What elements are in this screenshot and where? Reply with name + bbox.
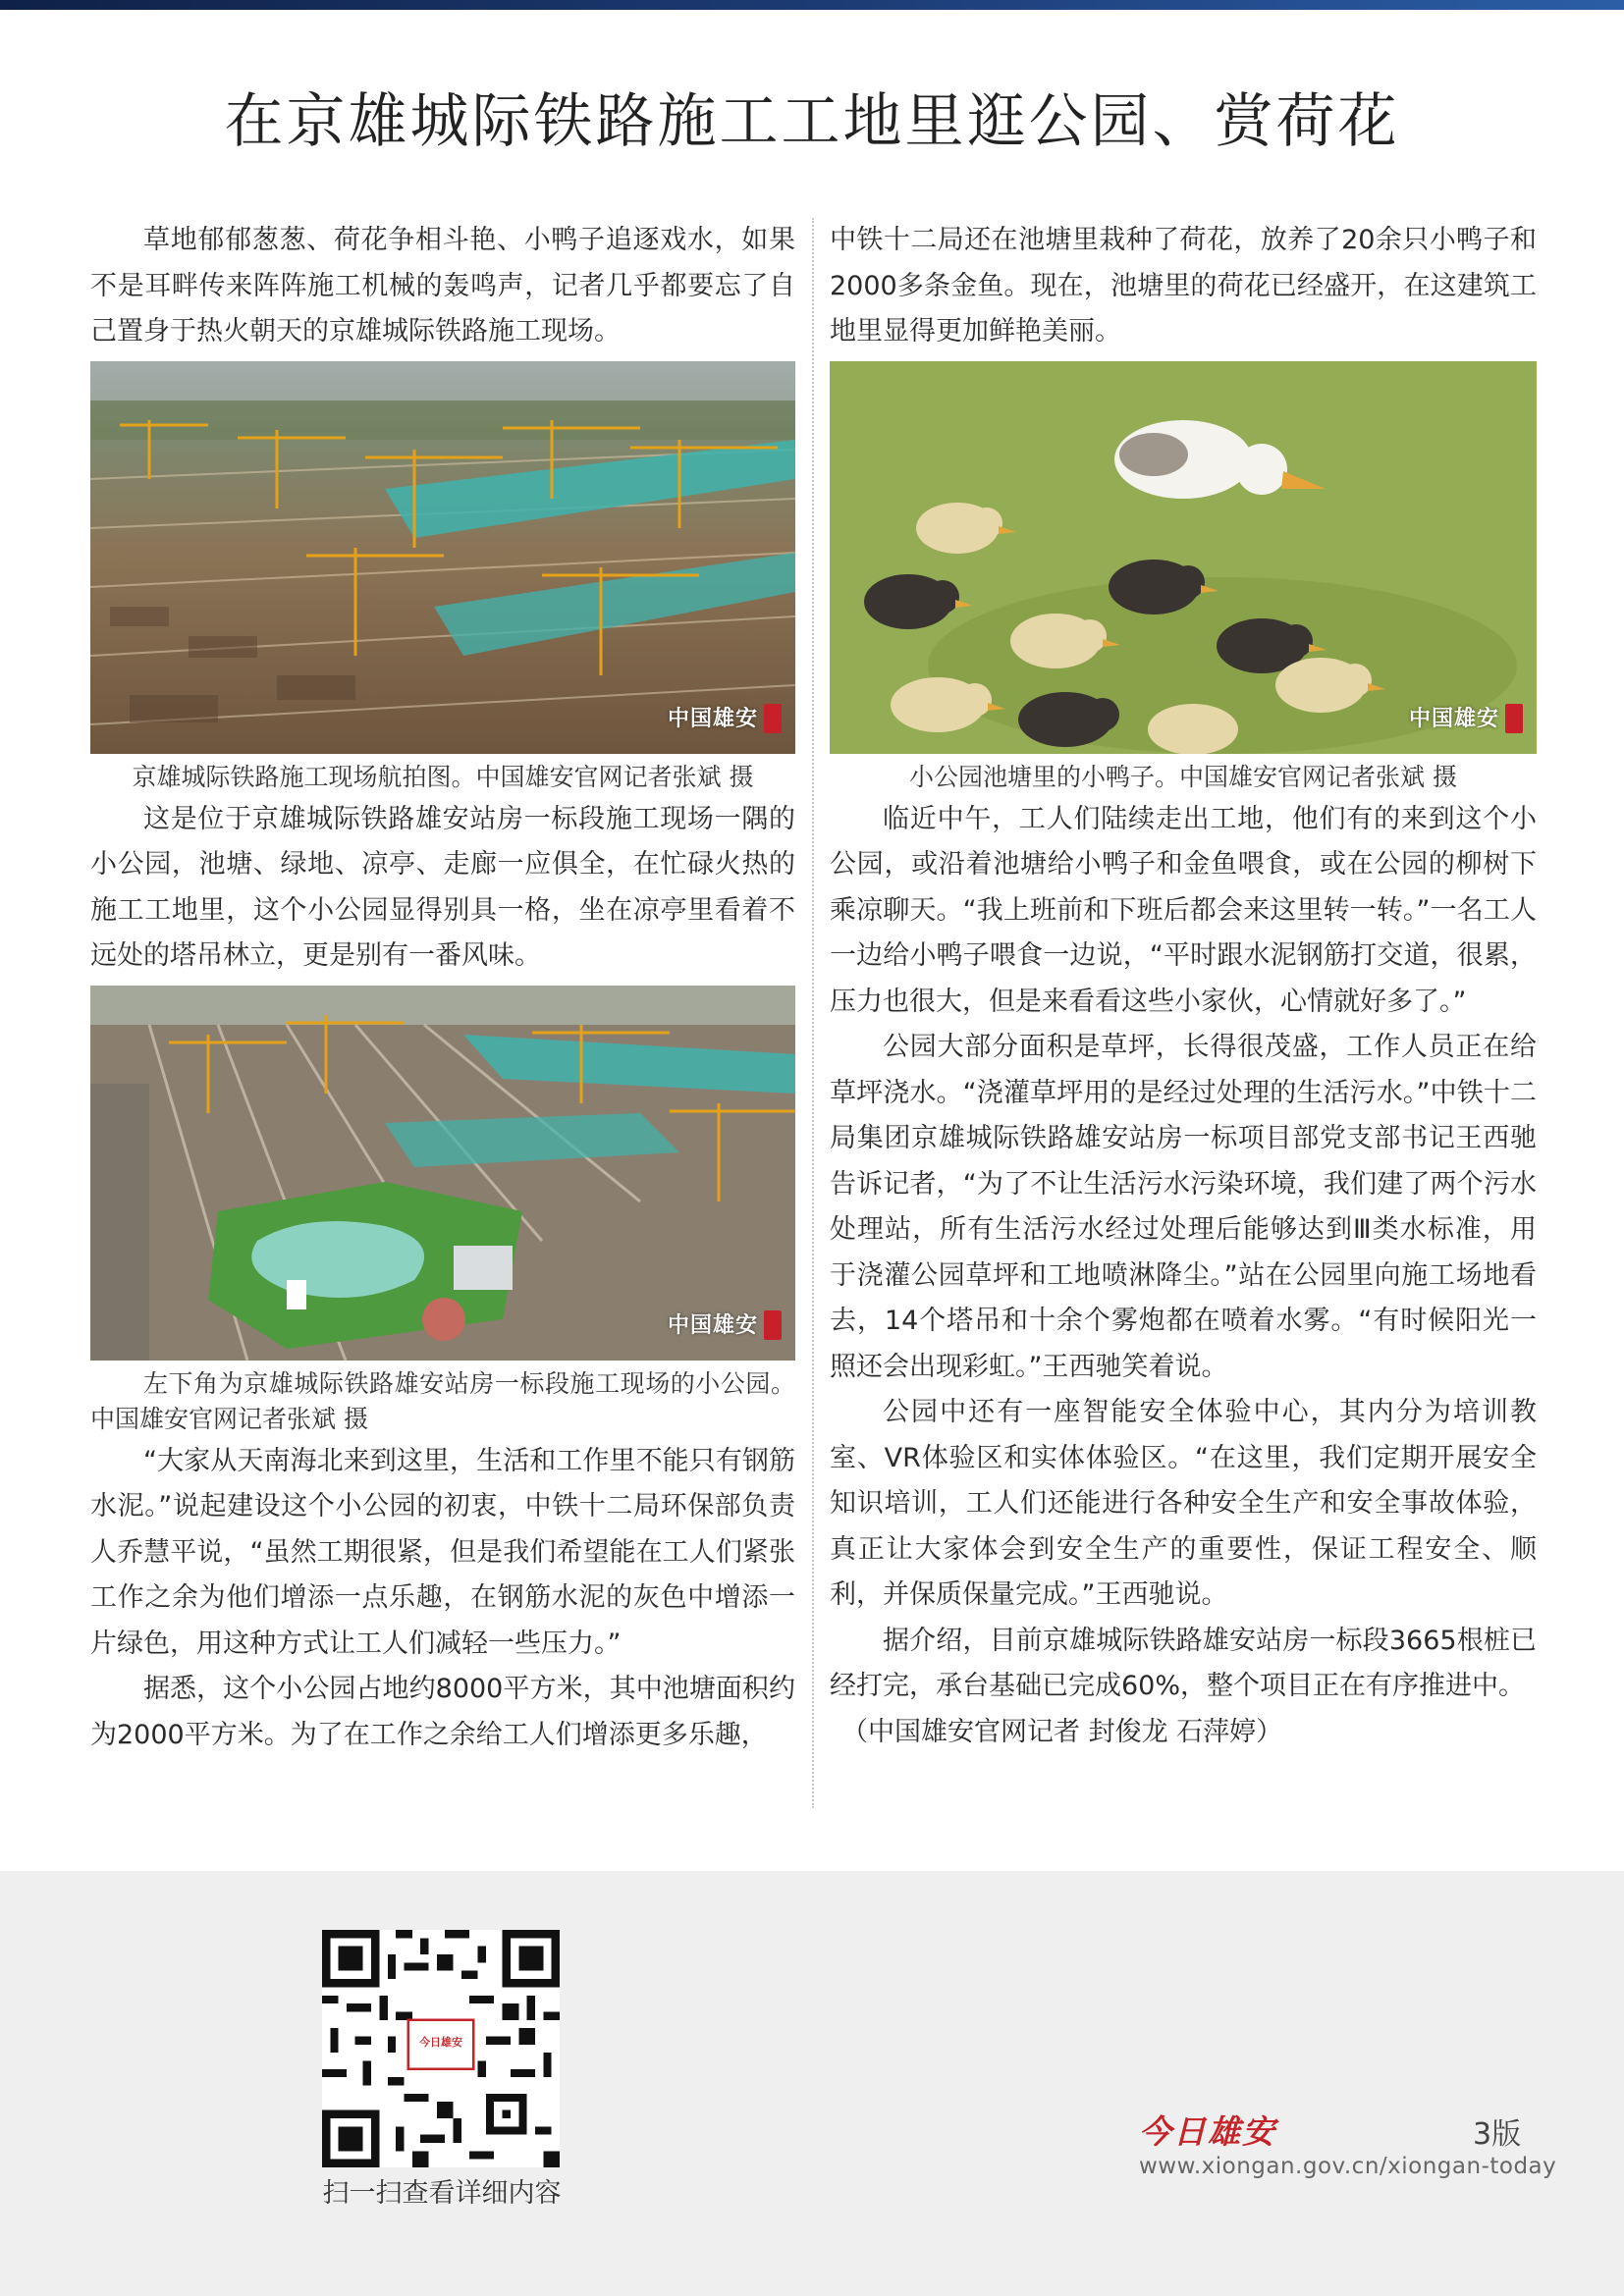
left-paragraph-2: 这是位于京雄城际铁路雄安站房一标段施工现场一隅的小公园，池塘、绿地、凉亭、走廊一应俱全，在忙碌火热的施工工地里，这个小公园显得别具一格，坐在凉亭里看着不远处的塔吊林立，更是别有一番风味。 — [90, 803, 795, 971]
caption-park-photo: 左下角为京雄城际铁路雄安站房一标段施工现场的小公园。中国雄安官网记者张斌 摄 — [90, 1368, 795, 1433]
qr-center-logo: 今日雄安 — [419, 2036, 462, 2049]
right-paragraph-2: 临近中午，工人们陆续走出工地，他们有的来到这个小公园，或沿着池塘给小鸭子和金鱼喂食，或在公园的柳树下乘凉聊天。“我上班前和下班后都会来这里转一转。”一名工人一边给小鸭子喂食一边说，“平时跟水泥钢筋打交道，很累，压力也很大，但是来看看这些小家伙，心情就好多了。” — [830, 803, 1537, 1017]
photo-ducklings-in-pond — [830, 361, 1537, 754]
column-divider — [812, 218, 814, 1808]
aerial-construction-illustration — [90, 361, 795, 754]
right-paragraph-5: 据介绍，目前京雄城际铁路雄安站房一标段3665根桩已经打完，承台基础已完成60%，整个项目正在有序推进中。 — [830, 1625, 1537, 1701]
top-accent-bar — [0, 0, 1624, 10]
right-paragraph-3: 公园大部分面积是草坪，长得很茂盛，工作人员正在给草坪浇水。“浇灌草坪用的是经过处理的生活污水。”中铁十二局集团京雄城际铁路雄安站房一标项目部党支部书记王西驰告诉记者，“为了不让生活污水污染环境，我们建了两个污水处理站，所有生活污水经过处理后能够达到Ⅲ类水标准，用于浇灌公园草坪和工地喷淋降尘。”站在公园里向施工场地看去，14个塔吊和十余个雾炮都在喷着水雾。“有时候阳光一照还会出现彩虹。”王西驰笑着说。 — [830, 1032, 1537, 1382]
qr-caption: 扫一扫查看详细内容 — [322, 2178, 562, 2209]
page-footer — [0, 1871, 1624, 2296]
photo-aerial-construction-site — [90, 361, 795, 754]
watermark-text: 中国雄安 — [667, 706, 758, 731]
watermark-seal-icon — [764, 1310, 782, 1340]
right-paragraph-4: 公园中还有一座智能安全体验中心，其内分为培训教室、VR体验区和实体体验区。“在这里，我们定期开展安全知识培训，工人们还能进行各种安全生产和安全事故体验，真正让大家体会到安全生产的重要性，保证工程安全、顺利，并保质保量完成。”王西驰说。 — [830, 1397, 1537, 1610]
photo-park-in-construction-site — [90, 986, 795, 1361]
watermark-seal-icon — [764, 704, 782, 733]
qr-code[interactable] — [322, 1930, 560, 2167]
caption-aerial-photo: 京雄城际铁路施工现场航拍图。中国雄安官网记者张斌 摄 — [132, 762, 754, 791]
ducklings-illustration — [830, 361, 1537, 754]
caption-ducklings-photo: 小公园池塘里的小鸭子。中国雄安官网记者张斌 摄 — [909, 762, 1457, 791]
photo-watermark — [1409, 696, 1523, 742]
right-column — [830, 218, 1537, 1755]
photo-watermark — [668, 696, 782, 742]
watermark-seal-icon — [1505, 704, 1523, 733]
article-byline: （中国雄安官网记者 封俊龙 石萍婷） — [841, 1716, 1283, 1747]
left-paragraph-1: 草地郁郁葱葱、荷花争相斗艳、小鸭子追逐戏水，如果不是耳畔传来阵阵施工机械的轰鸣声，记者几乎都要忘了自己置身于热火朝天的京雄城际铁路施工现场。 — [90, 225, 795, 347]
brand-logo: 今日雄安 — [1139, 2112, 1276, 2151]
watermark-text: 中国雄安 — [667, 1312, 758, 1338]
left-paragraph-3: “大家从天南海北来到这里，生活和工作里不能只有钢筋水泥。”说起建设这个小公园的初衷，中铁十二局环保部负责人乔慧平说，“虽然工期很紧，但是我们希望能在工人们紧张工作之余为他们增添一点乐趣，在钢筋水泥的灰色中增添一片绿色，用这种方式让工人们减轻一些压力。” — [90, 1445, 795, 1659]
article-title: 在京雄城际铁路施工工地里逛公园、赏荷花 — [224, 87, 1400, 156]
page-number: 3版 — [1473, 2117, 1522, 2152]
site-url-link[interactable]: www.xiongan.gov.cn/xiongan-today — [1139, 2154, 1557, 2179]
right-paragraph-1: 中铁十二局还在池塘里栽种了荷花，放养了20余只小鸭子和2000多条金鱼。现在，池塘里的荷花已经盛开，在这建筑工地里显得更加鲜艳美丽。 — [830, 225, 1537, 347]
left-paragraph-4: 据悉，这个小公园占地约8000平方米，其中池塘面积约为2000平方米。为了在工作之余给工人们增添更多乐趣， — [90, 1674, 795, 1750]
left-column — [90, 218, 795, 1758]
watermark-text: 中国雄安 — [1408, 706, 1499, 731]
photo-watermark — [668, 1303, 782, 1349]
